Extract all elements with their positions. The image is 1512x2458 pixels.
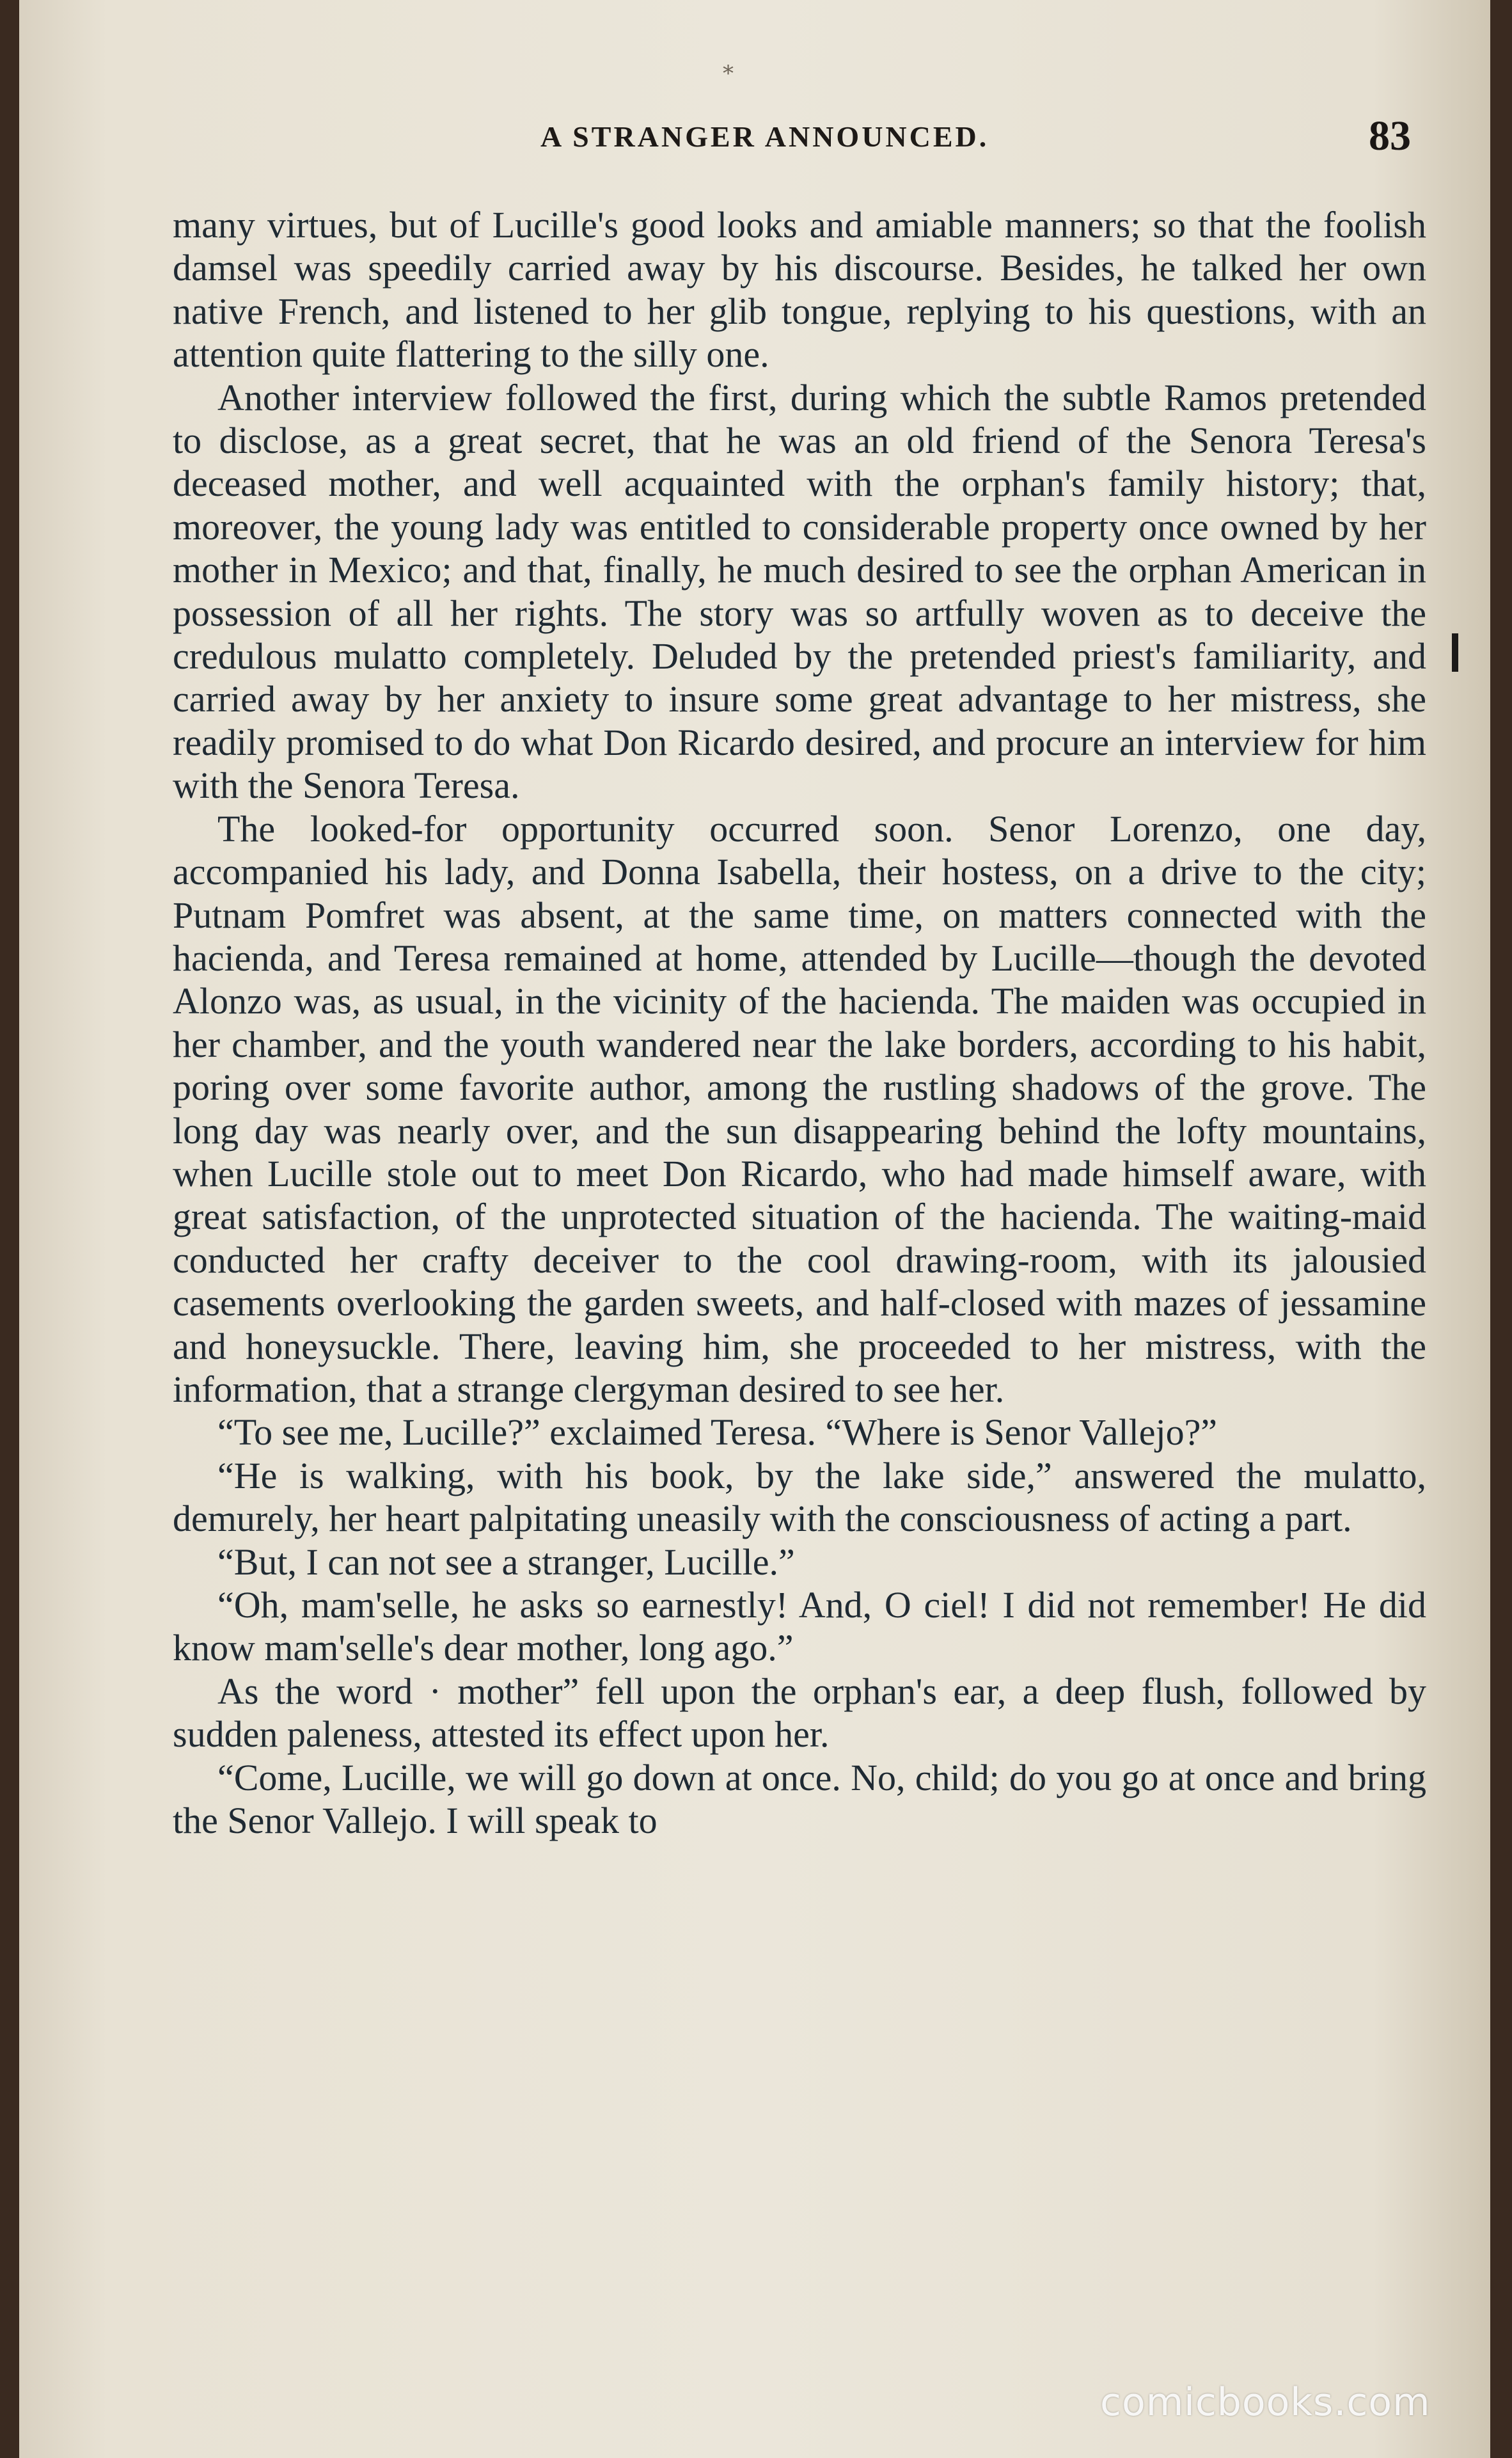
chapter-running-title: A STRANGER ANNOUNCED. — [540, 120, 989, 153]
body-text — [173, 203, 1426, 1842]
paragraph-3: The looked-for opportunity occurred soon. Senor Lorenzo, one day, accompanied his lady, and Donna Isabella, their hostess, on a drive to the city; Putnam Pomfret was absent, at the same time, on matters connected with the hacienda, and Teresa remained at home, attended by Lucille—though the devoted Alonzo was, as usual, in the vicinity of the hacienda. The maiden was occupied in her chamber, and the youth wandered near the lake borders, according to his habit, poring over some favorite author, among the rustling shadows of the grove. The long day was nearly over, and the sun disappearing behind the lofty mountains, when Lucille stole out to meet Don Ricardo, who had made himself aware, with great satisfaction, of the unprotected situation of the hacienda. The waiting-maid conducted her crafty deceiver to the cool drawing-room, with its jalousied casements overlooking the garden sweets, and half-closed with mazes of jessamine and honeysuckle. There, leaving him, she proceeded to her mistress, with the information, that a strange clergyman desired to see her. — [173, 807, 1426, 1410]
paragraph-2: Another interview followed the first, during which the subtle Ramos pretended to disclose, as a great secret, that he was an old friend of the Senora Teresa's deceased mother, and well acquainted with the orphan's family history; that, moreover, the young lady was entitled to considerable property once owned by her mother in Mexico; and that, finally, he much desired to see the orphan American in possession of all her rights. The story was so artfully woven as to deceive the credulous mulatto completely. Deluded by the pretended priest's familiarity, and carried away by her anxiety to insure some great advantage to her mistress, she readily promised to do what Don Ricardo desired, and procure an interview for him with the Senora Teresa. — [173, 376, 1426, 807]
paragraph-8: As the word · mother” fell upon the orphan's ear, a deep flush, followed by sudden paleness, attested its effect upon her. — [173, 1670, 1426, 1756]
margin-ink-mark — [1452, 633, 1458, 672]
page-tab-mark: * — [723, 61, 734, 86]
book-page — [19, 0, 1490, 2458]
paragraph-5: “He is walking, with his book, by the lake side,” answered the mulatto, demurely, her heart palpitating uneasily with the consciousness of acting a part. — [173, 1454, 1426, 1540]
paragraph-7: “Oh, mam'selle, he asks so earnestly! And, O ciel! I did not remember! He did know mam'selle's dear mother, long ago.” — [173, 1584, 1426, 1669]
paragraph-4: “To see me, Lucille?” exclaimed Teresa. “Where is Senor Vallejo?” — [217, 1411, 1218, 1454]
page-number: 83 — [1369, 113, 1411, 159]
paragraph-9: “Come, Lucille, we will go down at once. No, child; do you go at once and bring the Senor Vallejo. I will speak to — [173, 1756, 1426, 1842]
running-head — [19, 112, 1490, 163]
paragraph-6: “But, I can not see a stranger, Lucille.” — [217, 1541, 795, 1583]
paragraph-1: many virtues, but of Lucille's good looks and amiable manners; so that the foolish damsel was speedily carried away by his discourse. Besides, he talked her own native French, and listened to her glib tongue, replying to his questions, with an attention quite flattering to the silly one. — [173, 204, 1426, 376]
watermark-text: comicbooks.com — [1100, 2380, 1431, 2425]
